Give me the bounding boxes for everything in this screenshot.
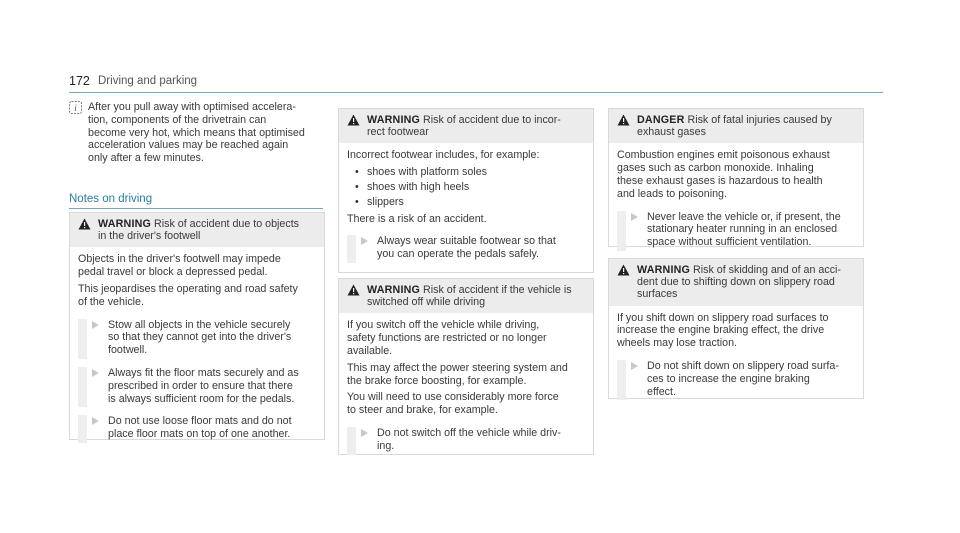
warning-header xyxy=(339,279,593,313)
warning-keyword: WARNING xyxy=(98,218,152,230)
arrow-icon xyxy=(361,429,368,437)
paragraph: This jeopardises the operating and road safety of the vehicle. xyxy=(78,283,298,308)
paragraph: Combustion engines emit poisonous exhaust gases such as carbon monoxide. Inhaling these exhaust gases is hazardous to health and leads to poisoning. xyxy=(617,149,830,200)
warning-title: Risk of accident if the vehicle is switched off while driving xyxy=(367,284,572,309)
warning-box-objects xyxy=(69,212,325,440)
warning-box-skidding xyxy=(608,258,864,399)
warning-triangle-icon xyxy=(78,218,91,230)
instruction-step: Do not shift down on slippery road surfa- ces to increase the engine braking effect. xyxy=(617,360,855,398)
warning-keyword: WARNING xyxy=(367,114,421,126)
list-item: • slippers xyxy=(367,196,585,209)
warning-triangle-icon xyxy=(617,264,630,276)
page-header xyxy=(69,74,883,93)
instruction-step: Never leave the vehicle or, if present, the stationary heater running in an enclosed space without sufficient ventilation. xyxy=(617,211,855,249)
arrow-icon xyxy=(361,237,368,245)
warning-header xyxy=(70,213,324,247)
instruction-step: Always fit the floor mats securely and as prescribed in order to ensure that there is always sufficient room for the pedals. xyxy=(78,367,316,405)
paragraph: You will need to use considerably more force to steer and brake, for example. xyxy=(347,391,559,417)
note-text: After you pull away with optimised accelera- tion, components of the drivetrain can become very hot, which means that optimised acceleration values may be reached again only after a few minutes. xyxy=(88,101,305,165)
section-title: Driving and parking xyxy=(98,75,198,87)
instruction-step: Do not switch off the vehicle while driv- ing. xyxy=(347,427,585,453)
info-icon xyxy=(69,101,82,114)
warning-box-footwear xyxy=(338,108,594,273)
paragraph: If you switch off the vehicle while driving, safety functions are restricted or no longer available. xyxy=(347,319,547,357)
paragraph: Objects in the driver's footwell may impede pedal travel or block a depressed pedal. xyxy=(78,253,281,279)
warning-triangle-icon xyxy=(347,114,360,126)
instruction-step: Stow all objects in the vehicle securely so that they cannot get into the driver's footwell. xyxy=(78,319,316,357)
svg-text:i: i xyxy=(74,103,77,113)
instruction-step: Always wear suitable footwear so that you can operate the pedals safely. xyxy=(347,235,585,261)
warning-keyword: WARNING xyxy=(367,284,421,296)
paragraph: Incorrect footwear includes, for example: xyxy=(347,149,540,162)
paragraph: If you shift down on slippery road surfaces to increase the engine braking effect, the drive wheels may lose traction. xyxy=(617,311,829,350)
warning-title: Risk of accident due to incor- rect footwear xyxy=(367,114,561,139)
page-number: 172 xyxy=(69,74,90,88)
warning-header xyxy=(339,109,593,143)
paragraph: There is a risk of an accident. xyxy=(347,212,487,225)
danger-keyword: DANGER xyxy=(637,114,685,126)
bullet-list xyxy=(347,166,585,208)
warning-keyword: WARNING xyxy=(637,264,691,276)
arrow-icon xyxy=(92,369,99,377)
list-item: • shoes with high heels xyxy=(367,181,585,194)
paragraph: This may affect the power steering system and the brake force boosting, for example. xyxy=(347,361,568,387)
notes-on-driving-heading: Notes on driving xyxy=(69,193,323,209)
warning-title: Risk of skidding and of an acci- dent due to shifting down on slippery road surfaces xyxy=(637,264,841,301)
arrow-icon xyxy=(631,362,638,370)
danger-box-exhaust xyxy=(608,108,864,247)
danger-title: Risk of fatal injuries caused by exhaust gases xyxy=(637,114,832,139)
warning-triangle-icon xyxy=(347,284,360,296)
arrow-icon xyxy=(631,213,638,221)
list-item: • shoes with platform soles xyxy=(367,166,585,179)
danger-header xyxy=(609,109,863,143)
arrow-icon xyxy=(92,321,99,329)
instruction-step: Do not use loose floor mats and do not place floor mats on top of one another. xyxy=(78,415,316,441)
arrow-icon xyxy=(92,417,99,425)
warning-box-switch-off xyxy=(338,278,594,455)
warning-header xyxy=(609,259,863,306)
warning-title: Risk of accident due to objects in the driver's footwell xyxy=(98,218,300,243)
warning-triangle-icon xyxy=(617,114,630,126)
